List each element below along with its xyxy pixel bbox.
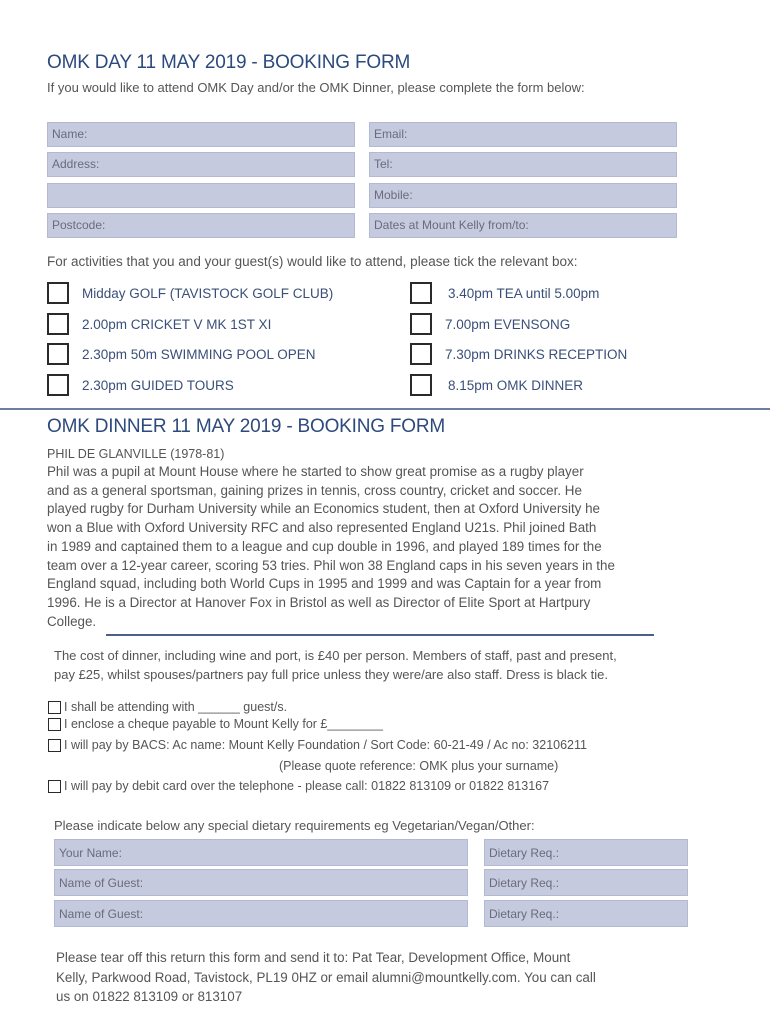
attending-label: I shall be attending with ______ guest/s. xyxy=(64,700,288,714)
bacs-label: I will pay by BACS: Ac name: Mount Kelly Foundation / Sort Code: 60-21-49 / Ac no: 32106211 xyxy=(64,738,587,752)
cheque-label: I enclose a cheque payable to Mount Kelly for £________ xyxy=(64,717,383,731)
postcode-field[interactable]: Postcode: xyxy=(47,213,355,238)
attending-checkbox[interactable] xyxy=(48,701,61,714)
activities-intro: For activities that you and your guest(s) would like to attend, please tick the relevant box: xyxy=(47,254,578,269)
address-field[interactable]: Address: xyxy=(47,152,355,177)
day-intro-text: If you would like to attend OMK Day and/or the OMK Dinner, please complete the form below: xyxy=(47,80,585,95)
activity-label: 2.30pm GUIDED TOURS xyxy=(82,378,234,393)
email-field[interactable]: Email: xyxy=(369,122,677,147)
dinner-form-title: OMK DINNER 11 MAY 2019 - BOOKING FORM xyxy=(47,416,446,437)
speaker-bio xyxy=(47,463,737,631)
cricket-checkbox[interactable] xyxy=(47,313,69,335)
swimming-checkbox[interactable] xyxy=(47,343,69,365)
dates-field[interactable]: Dates at Mount Kelly from/to: xyxy=(369,213,677,238)
guest-name-field[interactable]: Name of Guest: xyxy=(54,869,468,896)
mobile-field[interactable]: Mobile: xyxy=(369,183,677,208)
bio-line: played rugby for Durham University while an Economics student, then at Oxford University he xyxy=(47,501,600,517)
activity-label: 2.30pm 50m SWIMMING POOL OPEN xyxy=(82,347,316,362)
return-line: us on 01822 813109 or 813107 xyxy=(56,989,243,1004)
evensong-checkbox[interactable] xyxy=(410,313,432,335)
bio-line: 1996. He is a Director at Hanover Fox in Bristol as well as Director of Elite Sport at Hartpury xyxy=(47,594,591,610)
cost-line: The cost of dinner, including wine and port, is £40 per person. Members of staff, past and present, xyxy=(54,648,617,663)
activity-label: 8.15pm OMK DINNER xyxy=(448,378,584,393)
activity-label: 3.40pm TEA until 5.00pm xyxy=(448,286,600,301)
tours-checkbox[interactable] xyxy=(47,374,69,396)
dietary-req-field[interactable]: Dietary Req.: xyxy=(484,839,688,866)
name-field[interactable]: Name: xyxy=(47,122,355,147)
bio-line: England squad, including both World Cups in 1995 and 1999 and was Captain for a year from xyxy=(47,576,602,592)
activity-label: Midday GOLF (TAVISTOCK GOLF CLUB) xyxy=(82,286,334,301)
return-line: Please tear off this return this form and send it to: Pat Tear, Development Office, Mount xyxy=(56,950,571,965)
speaker-name: PHIL DE GLANVILLE (1978-81) xyxy=(47,447,225,461)
tea-checkbox[interactable] xyxy=(410,282,432,304)
card-label: I will pay by debit card over the telephone - please call: 01822 813109 or 01822 813167 xyxy=(64,779,550,793)
bacs-reference-note: (Please quote reference: OMK plus your surname) xyxy=(279,759,559,773)
card-checkbox[interactable] xyxy=(48,780,61,793)
tel-field[interactable]: Tel: xyxy=(369,152,677,177)
activity-label: 7.00pm EVENSONG xyxy=(445,317,571,332)
golf-checkbox[interactable] xyxy=(47,282,69,304)
bio-line: in 1989 and captained them to a league and cup double in 1996, and played 189 times for the xyxy=(47,538,602,554)
bio-line: Phil was a pupil at Mount House where he started to show great promise as a rugby player xyxy=(47,464,584,479)
cost-text xyxy=(54,647,617,684)
bio-line: College. xyxy=(47,613,97,629)
return-instructions xyxy=(56,948,596,1007)
bio-line: and as a general sportsman, gaining prizes in tennis, cross country, cricket and soccer. He xyxy=(47,482,582,498)
bio-divider xyxy=(106,634,654,636)
dietary-intro: Please indicate below any special dietary requirements eg Vegetarian/Vegan/Other: xyxy=(54,818,535,833)
cheque-checkbox[interactable] xyxy=(48,718,61,731)
activity-label: 2.00pm CRICKET V MK 1ST XI xyxy=(82,317,272,332)
cost-line: pay £25, whilst spouses/partners pay full price unless they were/are also staff. Dress is black tie. xyxy=(54,666,608,682)
activity-label: 7.30pm DRINKS RECEPTION xyxy=(445,347,628,362)
guest-name-field[interactable]: Name of Guest: xyxy=(54,900,468,927)
your-name-field[interactable]: Your Name: xyxy=(54,839,468,866)
dietary-req-field[interactable]: Dietary Req.: xyxy=(484,869,688,896)
dietary-req-field[interactable]: Dietary Req.: xyxy=(484,900,688,927)
day-form-title: OMK DAY 11 MAY 2019 - BOOKING FORM xyxy=(47,52,411,73)
drinks-checkbox[interactable] xyxy=(410,343,432,365)
address-line-2-field[interactable] xyxy=(47,183,355,208)
dinner-checkbox[interactable] xyxy=(410,374,432,396)
bio-line: team over a 12-year career, scoring 53 tries. Phil won 38 England caps in his seven years in the xyxy=(47,557,615,573)
bacs-checkbox[interactable] xyxy=(48,739,61,752)
bio-line: won a Blue with Oxford University RFC and also represented England U21s. Phil joined Bath xyxy=(47,520,597,536)
return-line: Kelly, Parkwood Road, Tavistock, PL19 0HZ or email alumni@mountkelly.com. You can call xyxy=(56,969,596,985)
section-divider xyxy=(0,408,770,410)
